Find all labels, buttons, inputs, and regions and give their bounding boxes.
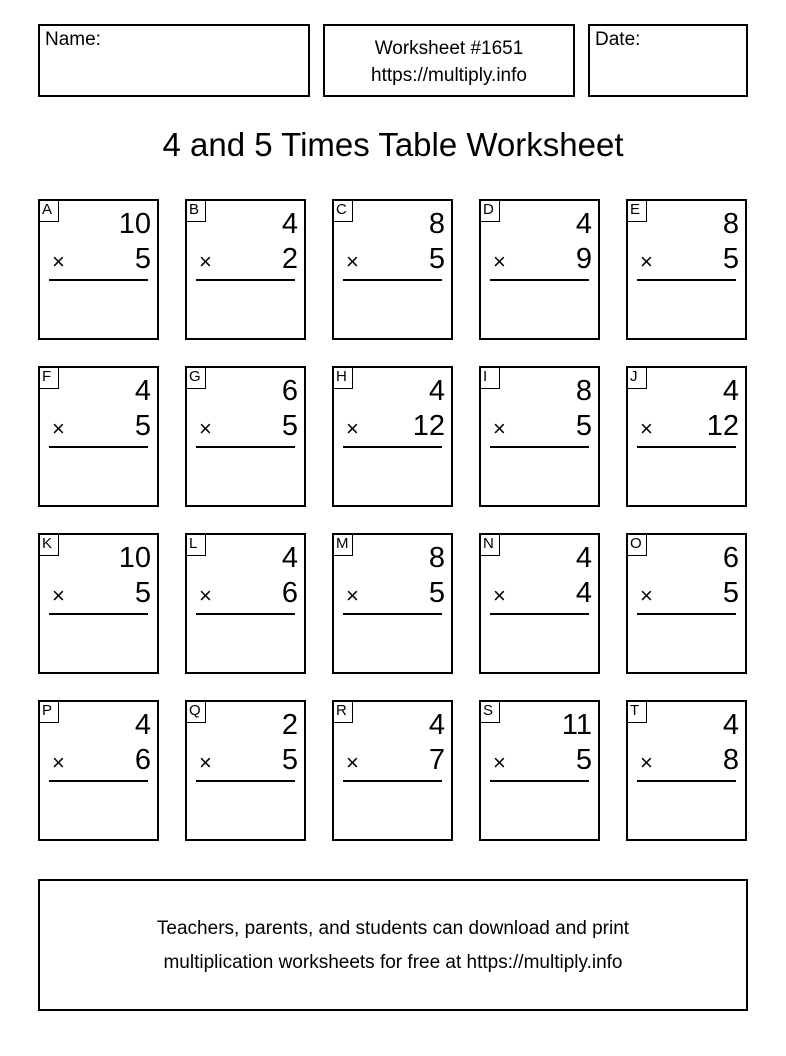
answer-line xyxy=(196,446,295,448)
footer-line-1: Teachers, parents, and students can download and print xyxy=(156,918,630,939)
multiply-sign-icon: × xyxy=(52,249,65,274)
problem-card[interactable] xyxy=(479,199,600,340)
answer-line xyxy=(490,446,589,448)
problem-letter: K xyxy=(38,533,59,556)
multiplier: 12 xyxy=(706,410,739,442)
problem-letter: R xyxy=(332,700,353,723)
problem-letter: P xyxy=(38,700,59,723)
multiplier: 5 xyxy=(428,577,445,609)
problem-letter: A xyxy=(38,199,59,222)
answer-line xyxy=(637,279,736,281)
multiplier: 5 xyxy=(281,410,298,442)
answer-line xyxy=(637,613,736,615)
problem-letter: T xyxy=(626,700,647,723)
multiply-sign-icon: × xyxy=(52,750,65,775)
date-field-box[interactable] xyxy=(588,24,748,97)
answer-line xyxy=(343,446,442,448)
problem-card[interactable] xyxy=(626,533,747,674)
problem-card[interactable] xyxy=(38,700,159,841)
problem-card[interactable] xyxy=(185,700,306,841)
multiply-sign-icon: × xyxy=(52,583,65,608)
multiplicand: 4 xyxy=(428,375,445,407)
problem-card[interactable] xyxy=(479,533,600,674)
problem-card[interactable] xyxy=(185,533,306,674)
multiply-sign-icon: × xyxy=(640,583,653,608)
multiplier: 5 xyxy=(281,744,298,776)
name-label: Name: xyxy=(45,29,101,50)
problem-card[interactable] xyxy=(38,533,159,674)
multiplicand: 8 xyxy=(575,375,592,407)
answer-line xyxy=(196,613,295,615)
problem-letter: O xyxy=(626,533,647,556)
problem-card[interactable] xyxy=(185,199,306,340)
problem-card[interactable] xyxy=(332,199,453,340)
problem-letter: M xyxy=(332,533,353,556)
problem-letter: B xyxy=(185,199,206,222)
multiplicand: 4 xyxy=(281,208,298,240)
problem-letter: Q xyxy=(185,700,206,723)
multiplicand: 4 xyxy=(134,709,151,741)
multiply-sign-icon: × xyxy=(493,416,506,441)
multiply-sign-icon: × xyxy=(640,750,653,775)
multiply-sign-icon: × xyxy=(52,416,65,441)
footer-line-2: multiplication worksheets for free at https://multiply.info xyxy=(163,952,623,973)
worksheet-url: https://multiply.info xyxy=(371,65,527,86)
multiplier: 5 xyxy=(722,243,739,275)
multiplier: 5 xyxy=(575,744,592,776)
problem-card[interactable] xyxy=(626,366,747,507)
multiplier: 5 xyxy=(428,243,445,275)
multiplicand: 8 xyxy=(722,208,739,240)
multiply-sign-icon: × xyxy=(493,750,506,775)
answer-line xyxy=(196,279,295,281)
problem-card[interactable] xyxy=(185,366,306,507)
worksheet-title: 4 and 5 Times Table Worksheet xyxy=(162,126,624,163)
multiplier: 6 xyxy=(134,744,151,776)
answer-line xyxy=(343,613,442,615)
multiplier: 5 xyxy=(134,577,151,609)
answer-line xyxy=(490,613,589,615)
answer-line xyxy=(49,613,148,615)
answer-line xyxy=(49,780,148,782)
answer-line xyxy=(343,279,442,281)
multiply-sign-icon: × xyxy=(199,249,212,274)
multiplicand: 8 xyxy=(428,542,445,574)
problem-letter: D xyxy=(479,199,500,222)
name-field-box[interactable] xyxy=(38,24,310,97)
multiplicand: 4 xyxy=(428,709,445,741)
answer-line xyxy=(196,780,295,782)
multiplier: 8 xyxy=(722,744,739,776)
answer-line xyxy=(343,780,442,782)
multiplier: 4 xyxy=(575,577,592,609)
problem-card[interactable] xyxy=(38,199,159,340)
answer-line xyxy=(490,780,589,782)
multiply-sign-icon: × xyxy=(199,416,212,441)
problem-letter: C xyxy=(332,199,353,222)
answer-line xyxy=(49,279,148,281)
multiplicand: 2 xyxy=(281,709,298,741)
multiplicand: 6 xyxy=(281,375,298,407)
problem-letter: N xyxy=(479,533,500,556)
multiplicand: 4 xyxy=(281,542,298,574)
multiplicand: 4 xyxy=(575,542,592,574)
answer-line xyxy=(637,446,736,448)
multiply-sign-icon: × xyxy=(493,249,506,274)
problem-letter: I xyxy=(479,366,500,389)
problem-letter: F xyxy=(38,366,59,389)
multiplier: 5 xyxy=(575,410,592,442)
problem-card[interactable] xyxy=(332,533,453,674)
multiplier: 12 xyxy=(412,410,445,442)
multiply-sign-icon: × xyxy=(493,583,506,608)
problem-letter: J xyxy=(626,366,647,389)
problem-letter: H xyxy=(332,366,353,389)
problem-card[interactable] xyxy=(626,700,747,841)
problem-card[interactable] xyxy=(479,366,600,507)
footer-box xyxy=(38,879,748,1011)
multiplicand: 8 xyxy=(428,208,445,240)
multiply-sign-icon: × xyxy=(346,416,359,441)
worksheet-number: Worksheet #1651 xyxy=(374,38,524,59)
multiply-sign-icon: × xyxy=(346,249,359,274)
multiply-sign-icon: × xyxy=(199,750,212,775)
multiplier: 5 xyxy=(134,243,151,275)
worksheet-info-box xyxy=(323,24,575,97)
answer-line xyxy=(490,279,589,281)
multiplier: 9 xyxy=(575,243,592,275)
answer-line xyxy=(637,780,736,782)
multiplier: 2 xyxy=(281,243,298,275)
multiply-sign-icon: × xyxy=(346,750,359,775)
problem-card[interactable] xyxy=(332,366,453,507)
multiplicand: 10 xyxy=(118,208,151,240)
problem-card[interactable] xyxy=(479,700,600,841)
date-label: Date: xyxy=(595,29,641,50)
multiplicand: 4 xyxy=(575,208,592,240)
problem-card[interactable] xyxy=(626,199,747,340)
multiplicand: 4 xyxy=(722,709,739,741)
multiplier: 5 xyxy=(722,577,739,609)
multiplicand: 10 xyxy=(118,542,151,574)
multiplicand: 4 xyxy=(134,375,151,407)
multiplier: 6 xyxy=(281,577,298,609)
multiply-sign-icon: × xyxy=(346,583,359,608)
multiplicand: 11 xyxy=(561,709,592,741)
multiplier: 7 xyxy=(428,744,445,776)
problem-card[interactable] xyxy=(332,700,453,841)
problem-card[interactable] xyxy=(38,366,159,507)
multiply-sign-icon: × xyxy=(199,583,212,608)
problem-letter: G xyxy=(185,366,206,389)
answer-line xyxy=(49,446,148,448)
multiplier: 5 xyxy=(134,410,151,442)
problem-letter: L xyxy=(185,533,206,556)
problem-letter: S xyxy=(479,700,500,723)
multiply-sign-icon: × xyxy=(640,249,653,274)
problem-letter: E xyxy=(626,199,647,222)
multiplicand: 6 xyxy=(722,542,739,574)
multiplicand: 4 xyxy=(722,375,739,407)
multiply-sign-icon: × xyxy=(640,416,653,441)
